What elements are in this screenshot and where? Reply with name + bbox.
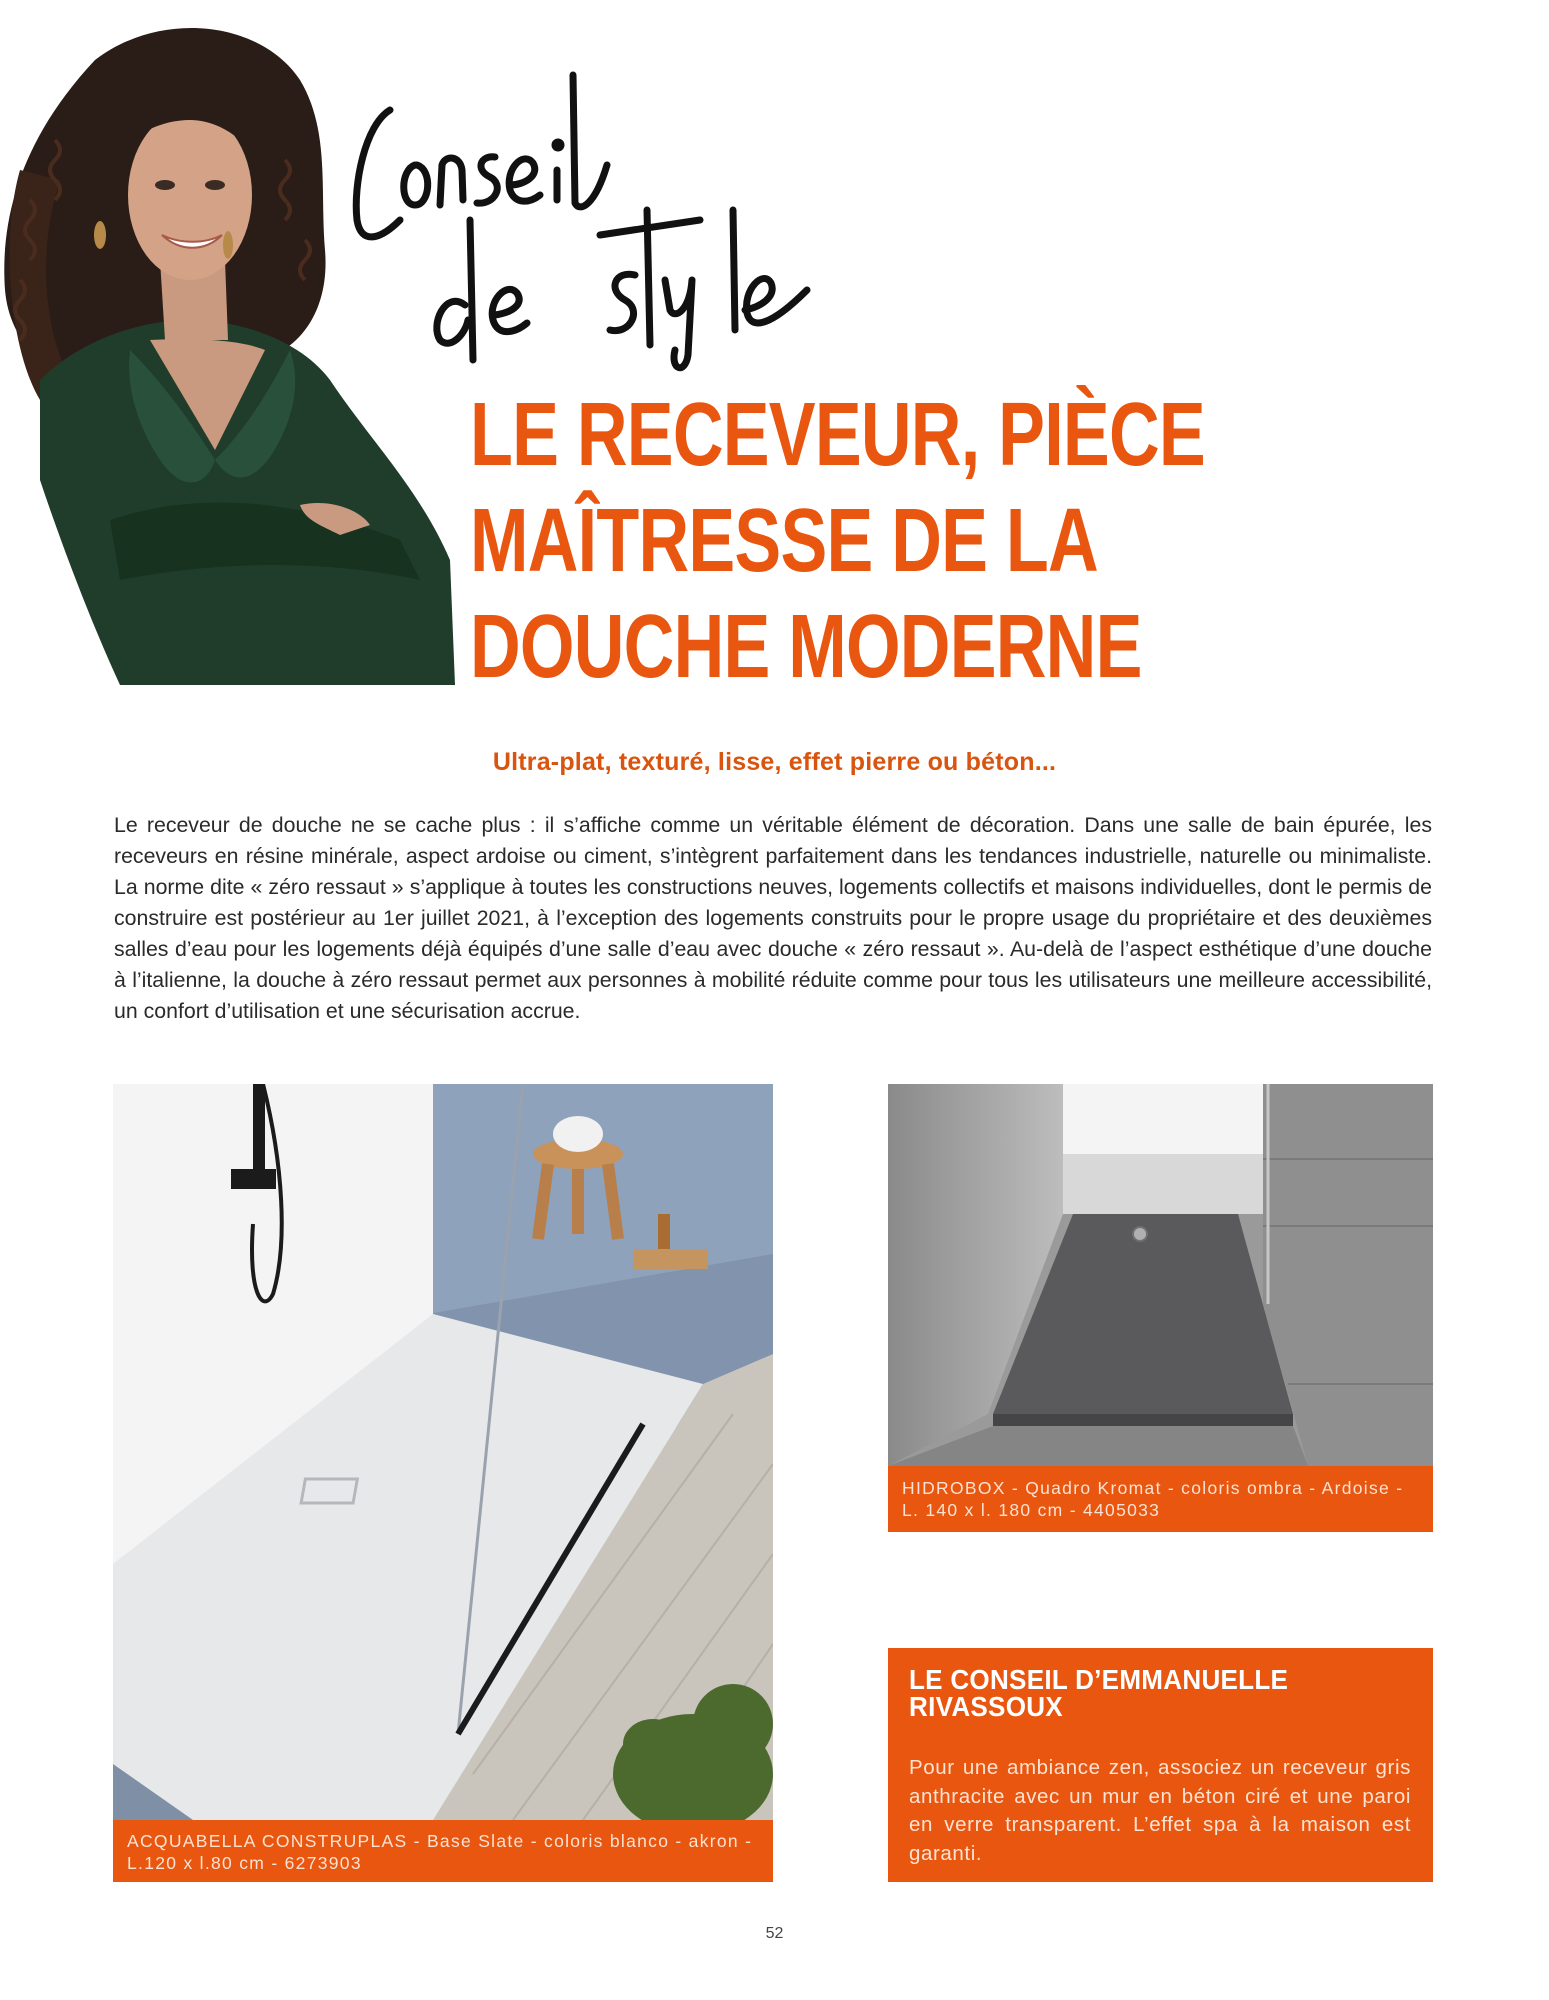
body-paragraph: Le receveur de douche ne se cache plus : il s’affiche comme un véritable élément de décoration. Dans une salle de bain épurée, les receveurs en résine minérale, aspect ardoise ou ciment, s’intègrent parfaitement dans les tendances industrielle, naturelle ou minimaliste. La norme dite « zéro ressaut » s’applique à toutes les constructions neuves, logements collectifs et maisons individuelles, dont le permis de construire est postérieur au 1er juillet 2021, à l’exception des logements construits pour le propre usage du propriétaire et des deuxièmes salles d’eau pour les logements déjà équipés d’une salle d’eau avec douche « zéro ressaut ». Au-delà de l’aspect esthétique d’une douche à l’italienne, la douche à zéro ressaut permet aux personnes à mobilité réduite comme pour tous les utilisateurs une meilleure accessibilité, un confort d’utilisation et une sécurisation accrue. (114, 813, 1432, 1023)
product-caption-hidrobox (888, 1466, 1433, 1532)
headline-line-2: MAÎTRESSE DE LA (470, 491, 1098, 591)
page-number: 52 (765, 1925, 784, 1942)
product-caption-acquabella (113, 1820, 773, 1882)
caption-line-1: ACQUABELLA CONSTRUPLAS - Base Slate - coloris blanco - akron - (127, 1831, 753, 1851)
script-title (345, 45, 825, 375)
caption-line-1: HIDROBOX - Quadro Kromat - coloris ombra - Ardoise - (902, 1478, 1404, 1498)
headline-line-1: LE RECEVEUR, PIÈCE (470, 385, 1205, 485)
headline-line-3: DOUCHE MODERNE (470, 597, 1142, 697)
product-photo-acquabella (113, 1084, 773, 1820)
handwriting-graphic (345, 45, 825, 375)
caption-line-2: L.120 x l.80 cm - 6273903 (127, 1853, 362, 1873)
page-headline (470, 382, 1205, 700)
tip-title-line-2: RIVASSOUX (909, 1691, 1063, 1722)
tip-title-line-1: LE CONSEIL D’EMMANUELLE (909, 1664, 1289, 1695)
tip-text: Pour une ambiance zen, associez un receveur gris anthracite avec un mur en béton ciré et une paroi en verre transparent. L’effet spa à la maison est garanti. (909, 1756, 1411, 1865)
expert-tip-box (888, 1648, 1433, 1882)
caption-line-2: L. 140 x l. 180 cm - 4405033 (902, 1500, 1161, 1520)
shower-tray-white-image (113, 1084, 773, 1820)
subtitle: Ultra-plat, texturé, lisse, effet pierre ou béton... (492, 748, 1057, 776)
product-photo-hidrobox (888, 1084, 1433, 1466)
tip-title (909, 1666, 1430, 1720)
shower-tray-slate-image (888, 1084, 1433, 1466)
